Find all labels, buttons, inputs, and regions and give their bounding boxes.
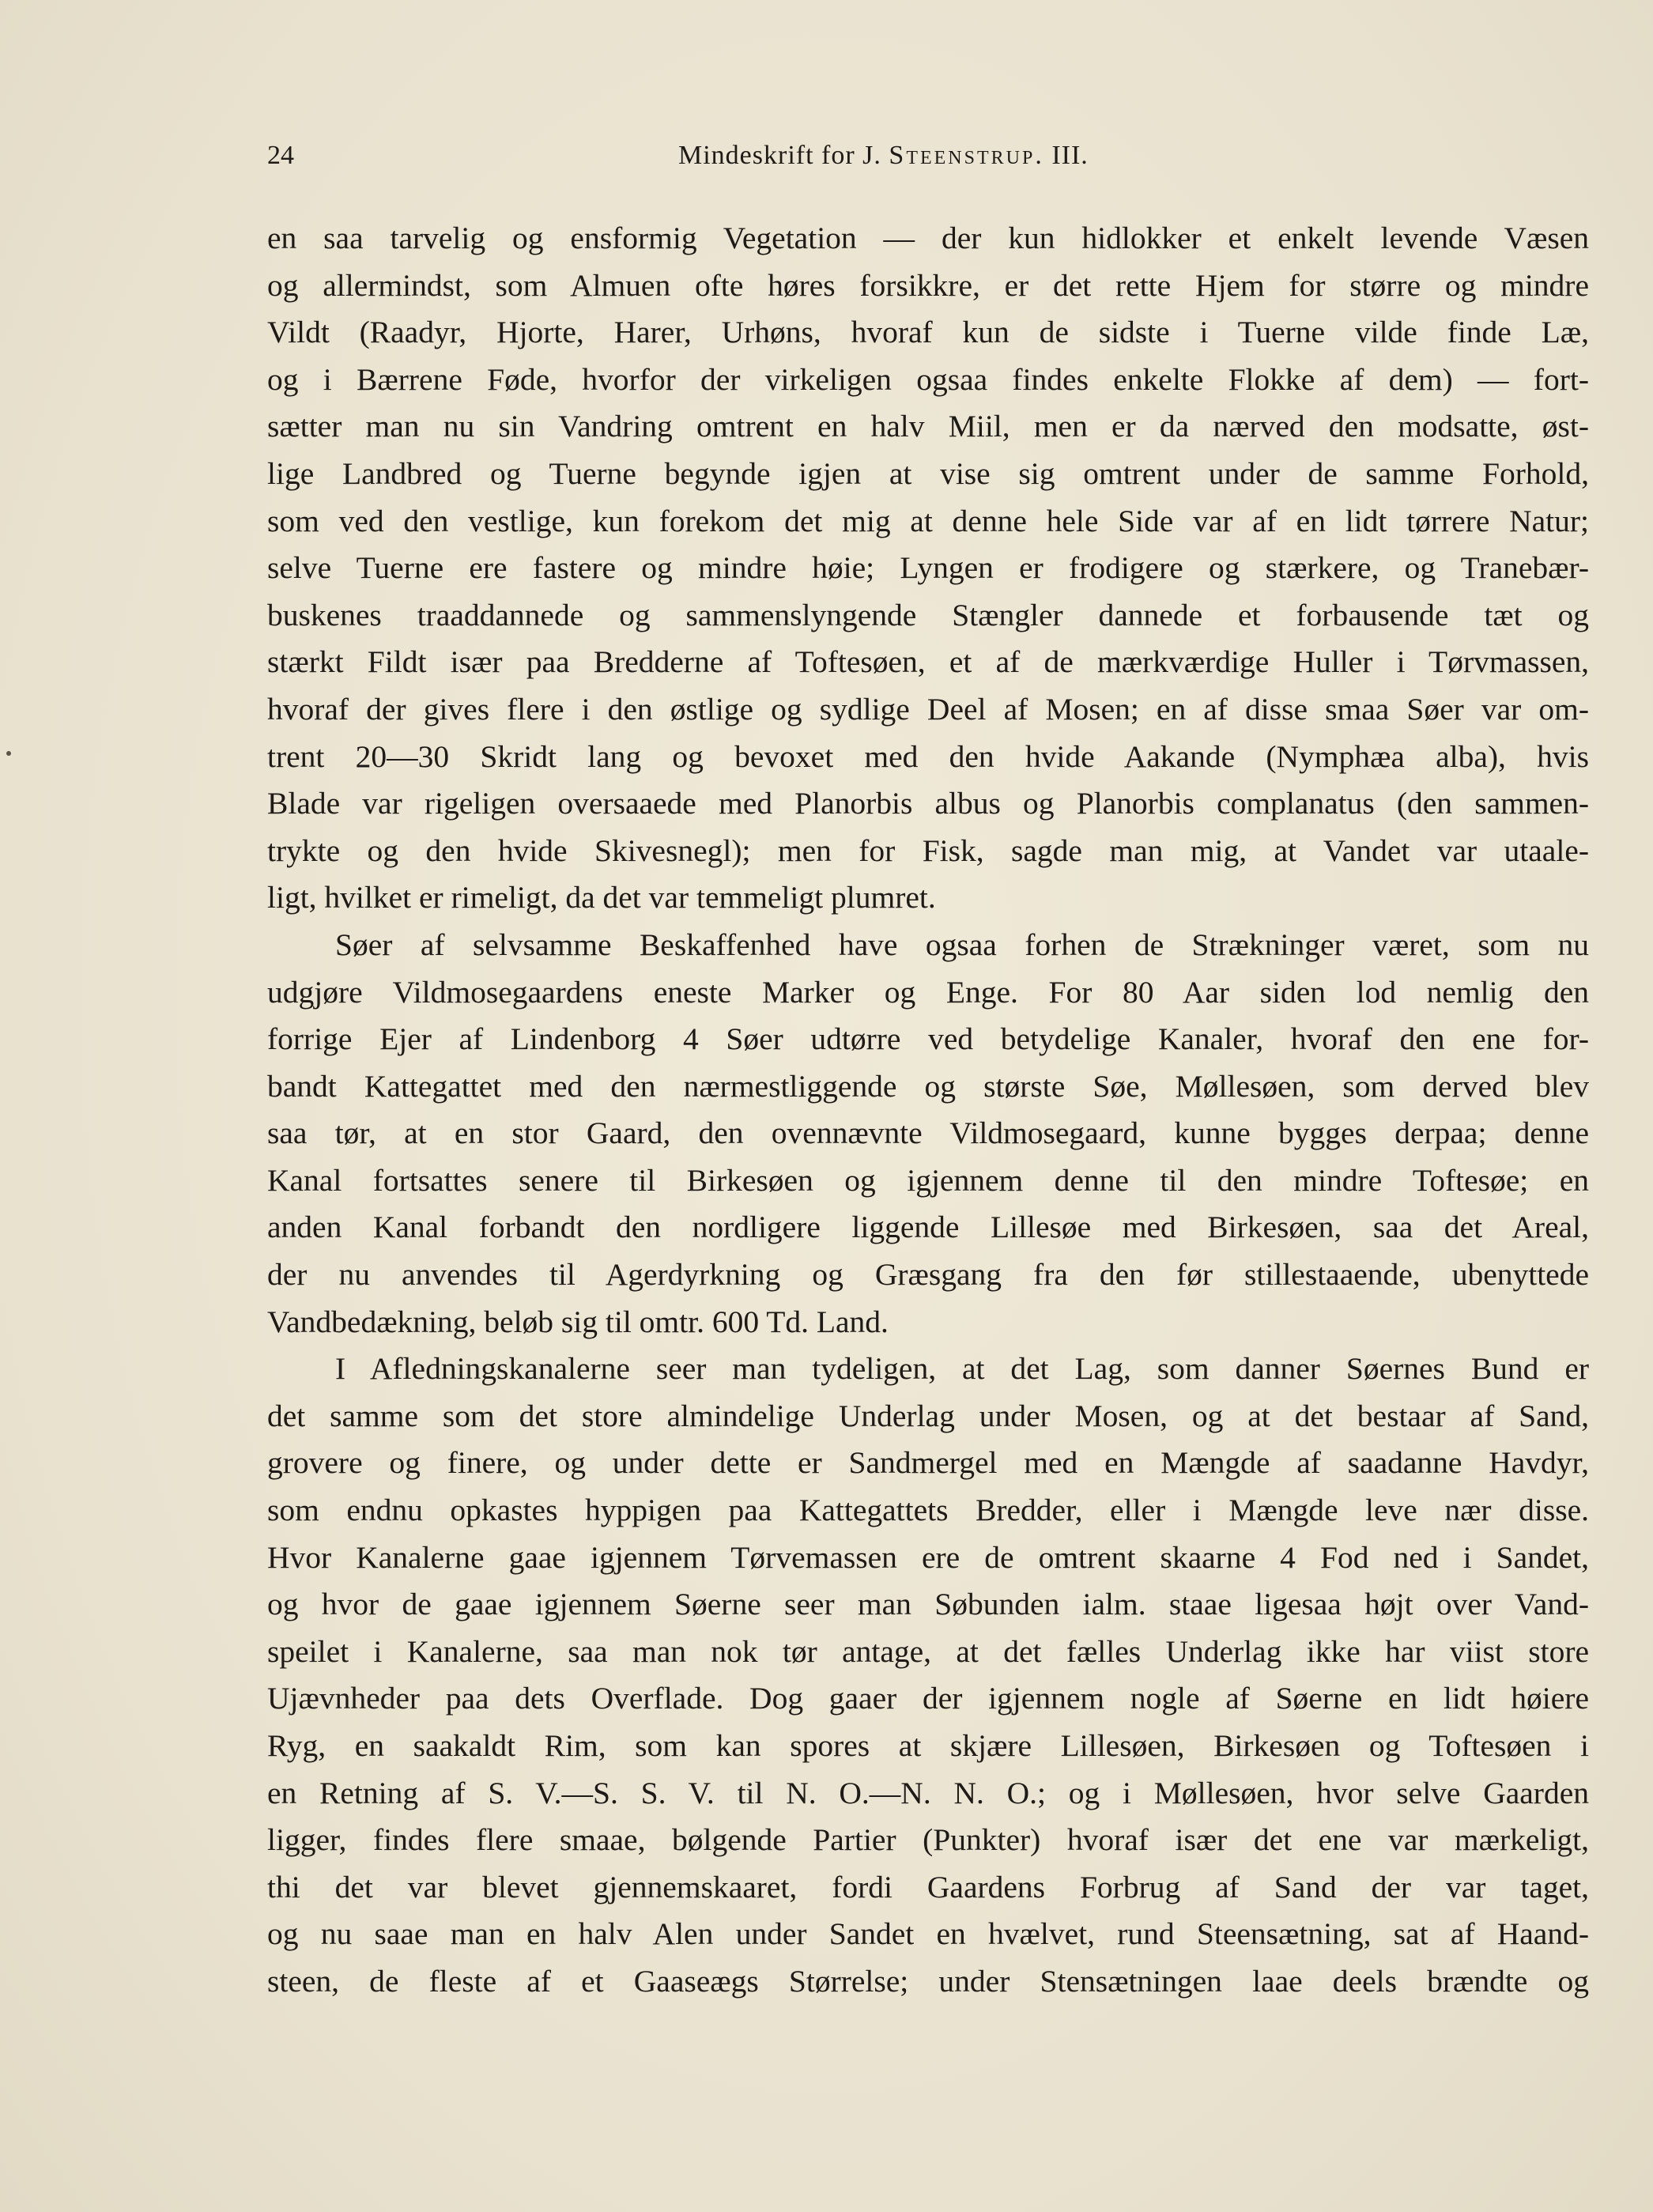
text-line: Vildt (Raadyr, Hjorte, Harer, Urhøns, hvoraf kun de sidste i Tuerne vilde finde Læ, (267, 315, 1589, 350)
text-line: trent 20—30 Skridt lang og bevoxet med den hvide Aakande (Nymphæa alba), hvis (267, 738, 1589, 774)
text-line: som endnu opkastes hyppigen paa Kattegattets Bredder, eller i Mængde leve nær disse. (267, 1493, 1589, 1528)
text-line: og nu saae man en halv Alen under Sandet en hvælvet, rund Steensætning, sat af Haand- (267, 1916, 1589, 1952)
text-line: Ujævnheder paa dets Overflade. Dog gaaer der igjennem nogle af Søerne en lidt høiere (267, 1681, 1589, 1716)
text-line: selve Tuerne ere fastere og mindre høie; Lyngen er frodigere og stærkere, og Tranebær- (267, 550, 1589, 586)
running-header (267, 141, 1587, 185)
text-line: speilet i Kanalerne, saa man nok tør antage, at det fælles Underlag ikke har viist store (267, 1633, 1589, 1669)
text-line: saa tør, at en stor Gaard, den ovennævnte Vildmosegaard, kunne bygges derpaa; denne (267, 1115, 1589, 1151)
paragraph-first-line: I Afledningskanalerne seer man tydeligen, at det Lag, som danner Søernes Bund er (335, 1351, 1589, 1387)
running-title (678, 141, 1089, 171)
text-line: steen, de fleste af et Gaaseægs Størrelse; under Stensætningen laae deels brændte og (267, 1963, 1589, 1999)
body-text (267, 215, 1589, 2006)
text-line: buskenes traaddannede og sammenslyngende Stængler dannede et forbausende tæt og (267, 597, 1589, 632)
running-title-name: Steenstrup. (889, 141, 1044, 170)
text-line: hvoraf der gives flere i den østlige og sydlige Deel af Mosen; en af disse smaa Søer var om- (267, 691, 1589, 727)
text-line: bandt Kattegattet med den nærmestliggende og største Søe, Møllesøen, som derved blev (267, 1068, 1589, 1104)
text-line: sætter man nu sin Vandring omtrent en halv Miil, men er da nærved den modsatte, øst- (267, 409, 1589, 444)
running-title-prefix: Mindeskrift for J. (678, 141, 881, 170)
text-line: trykte og den hvide Skivesnegl); men for Fisk, sagde man mig, at Vandet var utaale- (267, 832, 1589, 868)
text-line: forrige Ejer af Lindenborg 4 Søer udtørre ved betydelige Kanaler, hvoraf den ene for- (267, 1021, 1589, 1057)
text-line: og allermindst, som Almuen ofte høres forsikkre, er det rette Hjem for større og mindre (267, 267, 1589, 303)
paragraph-first-line: Søer af selvsamme Beskaffenhed have ogsaa forhen de Strækninger været, som nu (335, 927, 1589, 962)
text-line: ligger, findes flere smaae, bølgende Partier (Punkter) hvoraf især det ene var mærkeligt, (267, 1822, 1589, 1858)
paragraph-end-line: ligt, hvilket er rimeligt, da det var temmeligt plumret. (267, 880, 936, 915)
text-line: en saa tarvelig og ensformig Vegetation — der kun hidlokker et enkelt levende Væsen (267, 221, 1589, 255)
margin-speck (6, 751, 11, 756)
text-line: Hvor Kanalerne gaae igjennem Tørvemassen ere de omtrent skaarne 4 Fod ned i Sandet, (267, 1539, 1589, 1575)
text-line: anden Kanal forbandt den nordligere liggende Lillesøe med Birkesøen, saa det Areal, (267, 1210, 1589, 1245)
running-title-volume: III. (1051, 141, 1089, 170)
text-line: der nu anvendes til Agerdyrkning og Græsgang fra den før stillestaaende, ubenyttede (267, 1257, 1589, 1293)
text-line: udgjøre Vildmosegaardens eneste Marker og Enge. For 80 Aar siden lod nemlig den (267, 974, 1589, 1010)
text-line: stærkt Fildt især paa Bredderne af Toftesøen, et af de mærkværdige Huller i Tørvmassen, (267, 644, 1589, 680)
text-line: og i Bærrene Føde, hvorfor der virkeligen ogsaa findes enkelte Flokke af dem) — fort- (267, 361, 1589, 397)
text-line: og hvor de gaae igjennem Søerne seer man Søbunden ialm. staae ligesaa højt over Vand- (267, 1587, 1589, 1622)
text-line: det samme som det store almindelige Underlag under Mosen, og at det bestaar af Sand, (267, 1398, 1589, 1433)
text-line: Kanal fortsattes senere til Birkesøen og igjennem denne til den mindre Toftesøe; en (267, 1162, 1589, 1198)
text-line: lige Landbred og Tuerne begynde igjen at vise sig omtrent under de samme Forhold, (267, 455, 1589, 491)
text-line: grovere og finere, og under dette er Sandmergel med en Mængde af saadanne Havdyr, (267, 1445, 1589, 1481)
text-line: thi det var blevet gjennemskaaret, fordi Gaardens Forbrug af Sand der var taget, (267, 1869, 1589, 1904)
text-line: som ved den vestlige, kun forekom det mig at denne hele Side var af en lidt tørrere Natur; (267, 503, 1589, 538)
page-number: 24 (267, 141, 294, 170)
text-line: Blade var rigeligen oversaaede med Planorbis albus og Planorbis complanatus (den sammen- (267, 786, 1589, 821)
paragraph-end-line: Vandbedækning, beløb sig til omtr. 600 Td. Land. (267, 1304, 889, 1339)
text-line: Ryg, en saakaldt Rim, som kan spores at skjære Lillesøen, Birkesøen og Toftesøen i (267, 1728, 1589, 1763)
text-line: en Retning af S. V.—S. S. V. til N. O.—N. N. O.; og i Møllesøen, hvor selve Gaarden (267, 1775, 1589, 1810)
